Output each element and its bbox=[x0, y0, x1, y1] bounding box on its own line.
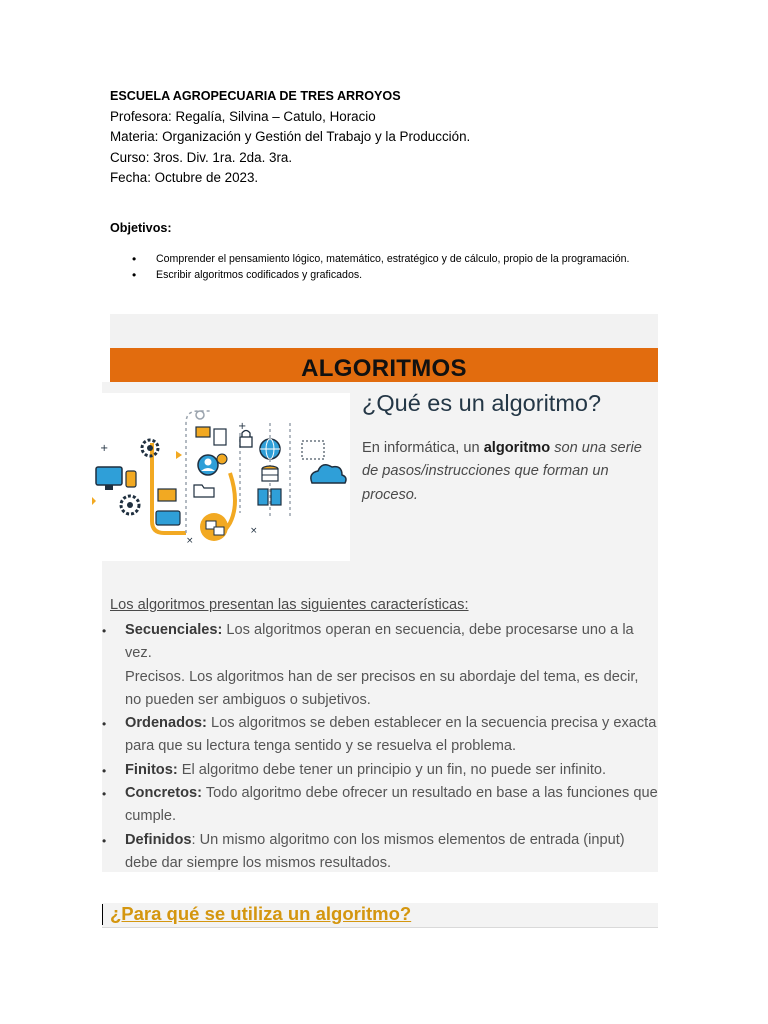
objective-item: • Escribir algoritmos codificados y graficados. bbox=[110, 269, 658, 282]
banner-title: ALGORITMOS bbox=[301, 355, 467, 382]
course-line: Curso: 3ros. Div. 1ra. 2da. 3ra. bbox=[110, 149, 293, 165]
svg-text:+: + bbox=[238, 421, 247, 432]
next-section-heading bbox=[102, 903, 658, 928]
objective-item: • Comprender el pensamiento lógico, matemático, estratégico y de cálculo, propio de la programación. bbox=[110, 253, 658, 266]
database-icon bbox=[262, 466, 278, 481]
definition-prefix: En informática, un bbox=[362, 440, 484, 456]
characteristic-text: Los algoritmos se deben establecer en la secuencia precisa y exacta para que su lectura tenga sentido y se resuelva el problema. bbox=[125, 715, 657, 755]
lock-icon bbox=[240, 431, 252, 448]
definition-text: son una serie de pasos/instrucciones que forman un proceso. bbox=[362, 440, 642, 503]
algorithm-illustration bbox=[90, 393, 350, 561]
date-line: Fecha: Octubre de 2023. bbox=[110, 170, 259, 185]
school-name: ESCUELA AGROPECUARIA DE TRES ARROYOS bbox=[110, 89, 401, 103]
monitor-icon bbox=[96, 467, 122, 490]
characteristic-term: Definidos bbox=[125, 831, 192, 848]
globe-icon bbox=[260, 439, 280, 459]
algorithm-definition bbox=[362, 437, 652, 507]
characteristic-text: : Un mismo algoritmo con los mismos elementos de entrada (input) debe dar siempre los mismos resultados. bbox=[125, 831, 625, 871]
section-background-top bbox=[110, 314, 658, 348]
characteristic-text: Los algoritmos operan en secuencia, debe procesarse uno a la vez. bbox=[125, 622, 634, 662]
characteristics-intro: Los algoritmos presentan las siguientes características: bbox=[110, 597, 469, 613]
objectives-list bbox=[110, 253, 658, 286]
algoritmos-banner bbox=[110, 348, 658, 382]
characteristic-item bbox=[102, 759, 658, 782]
objectives-title: Objetivos: bbox=[110, 221, 172, 235]
characteristic-item bbox=[102, 666, 658, 713]
document-header bbox=[110, 86, 470, 189]
characteristic-text: Todo algoritmo debe ofrecer un resultado en base a las funciones que cumple. bbox=[125, 785, 658, 825]
folder-icon bbox=[194, 485, 214, 497]
question-title: ¿Qué es un algoritmo? bbox=[362, 390, 602, 416]
characteristic-item bbox=[102, 619, 658, 666]
text-cursor bbox=[102, 904, 103, 925]
characteristics-list bbox=[102, 619, 658, 875]
svg-text:×: × bbox=[186, 536, 194, 546]
characteristic-text: El algoritmo debe tener un principio y un fin, no puede ser infinito. bbox=[177, 761, 607, 778]
teacher-line: Profesora: Regalía, Silvina – Catulo, Horacio bbox=[110, 108, 376, 124]
svg-text:+: + bbox=[100, 443, 109, 454]
svg-text:×: × bbox=[250, 526, 258, 536]
subject-line: Materia: Organización y Gestión del Trabajo y la Producción. bbox=[110, 129, 471, 144]
characteristic-item bbox=[102, 712, 658, 759]
characteristic-item bbox=[102, 782, 658, 829]
definition-term: algoritmo bbox=[483, 440, 551, 456]
characteristic-text: Precisos. Los algoritmos han de ser precisos en su abordaje del tema, es decir, no pueden ser ambiguos o subjetivos. bbox=[125, 668, 639, 708]
cloud-icon bbox=[311, 465, 346, 483]
characteristic-term: Ordenados: bbox=[125, 715, 207, 732]
next-heading-link[interactable]: ¿Para qué se utiliza un algoritmo? bbox=[110, 903, 412, 924]
characteristic-item bbox=[102, 829, 658, 876]
characteristic-term: Finitos: bbox=[125, 761, 178, 778]
characteristic-term: Concretos: bbox=[125, 785, 203, 802]
user-icon bbox=[198, 455, 218, 475]
characteristic-term: Secuenciales: bbox=[125, 622, 223, 638]
